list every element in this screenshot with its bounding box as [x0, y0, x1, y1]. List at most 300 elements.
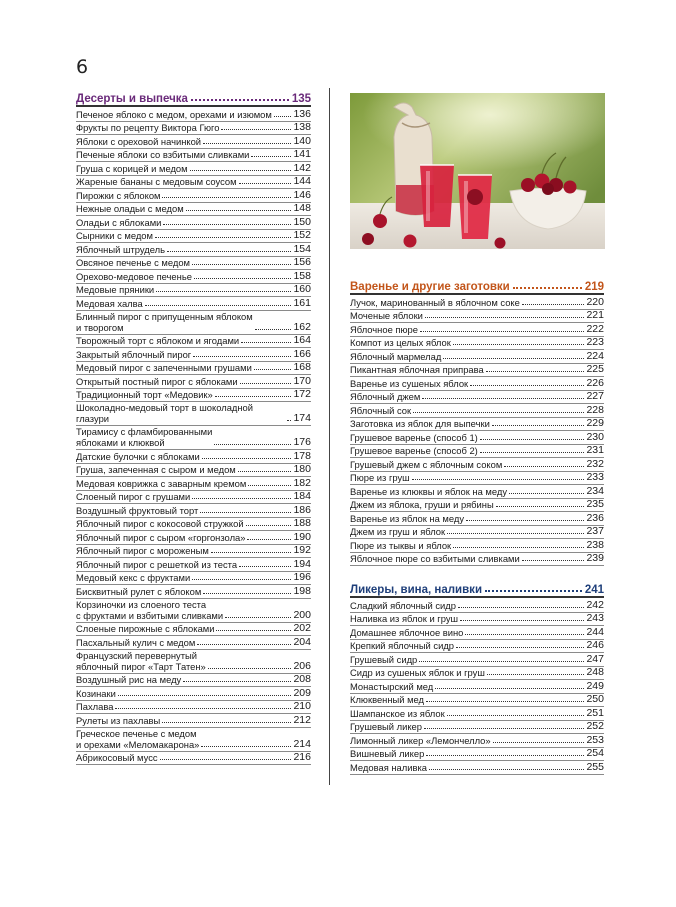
entry-page: 162 [293, 320, 311, 333]
entry-title: Медовые пряники [76, 284, 155, 295]
entry-page: 156 [293, 256, 311, 268]
toc-list [76, 108, 311, 765]
entry-title: Пахлава [76, 701, 114, 712]
entry-title: Сладкий яблочный сидр [350, 599, 456, 611]
toc-entry[interactable] [350, 748, 604, 762]
dot-leader [246, 525, 292, 526]
dot-leader [202, 458, 292, 459]
entry-title: Медовый пирог с запеченными грушами [76, 362, 252, 373]
dot-leader [466, 520, 584, 521]
entry-page: 251 [586, 706, 604, 719]
toc-entry[interactable] [76, 531, 311, 545]
entry-title: Компот из целых яблок [350, 337, 451, 348]
entry-title: Грушевое варенье (способ 2) [350, 445, 478, 456]
toc-entry[interactable] [350, 310, 604, 324]
toc-section-preserves [350, 276, 604, 566]
toc-entry[interactable] [350, 296, 604, 310]
entry-page: 234 [586, 484, 604, 497]
entry-title: Блинный пирог с припущенным яблоком и творогом [76, 310, 253, 333]
entry-page: 140 [293, 134, 311, 147]
entry-page: 225 [586, 363, 604, 375]
toc-entry[interactable] [350, 761, 604, 775]
dot-leader [460, 620, 584, 621]
dot-leader [183, 681, 291, 682]
entry-page: 216 [293, 751, 311, 763]
dot-leader [248, 485, 291, 486]
entry-title: Медовая коврижка с заварным кремом [76, 477, 247, 489]
toc-entry[interactable] [76, 135, 311, 149]
entry-title: Творожный торт с яблоком и ягодами [76, 335, 240, 346]
toc-entry[interactable] [76, 122, 311, 136]
entry-title: Закрытый яблочный пирог [76, 348, 192, 360]
entry-title: Слоеные пирожные с яблоками [76, 623, 215, 634]
toc-entry[interactable] [350, 323, 604, 337]
entry-title: Козинаки [76, 687, 116, 699]
toc-entry[interactable] [350, 680, 604, 694]
entry-page: 194 [293, 557, 311, 570]
toc-entry[interactable] [350, 667, 604, 681]
dot-leader [420, 331, 585, 332]
entry-page: 228 [586, 403, 604, 416]
dot-leader [208, 668, 292, 669]
dot-leader [426, 755, 584, 756]
toc-entry[interactable] [76, 599, 311, 623]
section-page: 219 [584, 281, 604, 293]
dot-leader [447, 715, 585, 716]
dot-leader [167, 251, 291, 252]
toc-section-liqueurs [350, 579, 604, 775]
dot-leader [486, 371, 585, 372]
toc-entry[interactable] [350, 458, 604, 472]
toc-entry[interactable] [76, 558, 311, 572]
toc-entry[interactable] [350, 445, 604, 459]
entry-page: 164 [293, 334, 311, 346]
dot-leader [485, 590, 582, 592]
toc-entry[interactable] [350, 707, 604, 721]
entry-page: 243 [586, 612, 604, 624]
dot-leader [239, 183, 292, 184]
entry-page: 226 [586, 376, 604, 389]
entry-page: 196 [293, 571, 311, 583]
entry-title: Грушевый сидр [350, 653, 418, 665]
entry-title: Вишневый ликер [350, 748, 425, 759]
dot-leader [215, 396, 292, 397]
toc-entry[interactable] [76, 572, 311, 586]
entry-title: Пюре из груш [350, 472, 410, 483]
entry-page: 146 [293, 188, 311, 201]
entry-title: Корзиночки из слоеного теста с фруктами и взбитыми сливками [76, 598, 224, 621]
dot-leader [247, 539, 291, 540]
dot-leader [287, 420, 291, 421]
entry-page: 172 [293, 388, 311, 400]
entry-page: 204 [293, 635, 311, 648]
toc-entry[interactable] [76, 311, 311, 335]
toc-column-left [76, 88, 311, 765]
entry-title: Воздушный рис на меду [76, 674, 182, 685]
toc-entry[interactable] [350, 694, 604, 708]
dot-leader [156, 291, 291, 292]
entry-title: Яблочный пирог с мороженым [76, 545, 209, 556]
dot-leader [239, 566, 291, 567]
entry-title: Монастырский мед [350, 680, 434, 692]
dot-leader [513, 287, 582, 289]
entry-title: Пикантная яблочная приправа [350, 364, 484, 375]
toc-entry[interactable] [76, 687, 311, 701]
entry-page: 249 [586, 679, 604, 692]
entry-page: 221 [586, 309, 604, 321]
entry-page: 253 [586, 733, 604, 746]
dot-leader [162, 197, 291, 198]
toc-entry[interactable] [76, 284, 311, 298]
toc-entry[interactable] [350, 653, 604, 667]
entry-page: 148 [293, 202, 311, 214]
entry-page: 210 [293, 700, 311, 712]
dot-leader [193, 356, 291, 357]
entry-title: Варенье из яблок на меду [350, 512, 465, 524]
toc-entry[interactable] [350, 391, 604, 405]
dot-leader [274, 116, 292, 117]
entry-title: Груша, запеченная с сыром и медом [76, 464, 236, 475]
entry-page: 206 [293, 659, 311, 672]
entry-page: 141 [293, 148, 311, 160]
entry-title: Яблочное пюре со взбитыми сливками [350, 553, 520, 564]
dot-leader [251, 156, 291, 157]
entry-title: Слоеный пирог с грушами [76, 491, 191, 502]
entry-page: 212 [293, 713, 311, 726]
toc-entry[interactable] [350, 640, 604, 654]
entry-page: 239 [586, 552, 604, 564]
entry-title: Клюквенный мед [350, 694, 425, 705]
dot-leader [493, 742, 585, 743]
toc-entry[interactable] [350, 350, 604, 364]
entry-page: 144 [293, 175, 311, 187]
entry-title: Овсяное печенье с медом [76, 257, 190, 268]
toc-entry[interactable] [76, 375, 311, 389]
toc-entry[interactable] [76, 162, 311, 176]
entry-title: Яблочный мармелад [350, 350, 442, 362]
dot-leader [225, 617, 291, 618]
dot-leader [504, 466, 584, 467]
entry-page: 186 [293, 503, 311, 516]
dot-leader [522, 560, 585, 561]
toc-entry[interactable] [76, 477, 311, 491]
section-title: Ликеры, вина, наливки [350, 584, 483, 596]
entry-title: Греческое печенье с медом и орехами «Меломакарона» [76, 727, 200, 750]
dot-leader [447, 533, 584, 534]
dot-leader [425, 317, 585, 318]
toc-entry[interactable] [76, 674, 311, 688]
entry-page: 178 [293, 449, 311, 462]
dot-leader [160, 759, 292, 760]
entry-page: 209 [293, 686, 311, 699]
toc-entry[interactable] [76, 362, 311, 376]
toc-entry[interactable] [76, 203, 311, 217]
dot-leader [458, 607, 585, 608]
dot-leader [412, 479, 585, 480]
dot-leader [487, 674, 585, 675]
entry-page: 180 [293, 463, 311, 475]
entry-page: 202 [293, 622, 311, 634]
dot-leader [192, 579, 291, 580]
entry-title: Открытый постный пирог с яблоками [76, 375, 238, 387]
toc-entry[interactable] [76, 297, 311, 311]
entry-page: 248 [586, 666, 604, 678]
dot-leader [214, 444, 291, 445]
entry-page: 192 [293, 544, 311, 556]
toc-entry[interactable] [350, 721, 604, 735]
toc-entry[interactable] [76, 216, 311, 230]
toc-entry[interactable] [76, 491, 311, 505]
toc-entry[interactable] [76, 636, 311, 650]
entry-title: Наливка из яблок и груш [350, 613, 459, 624]
entry-title: Варенье из сушеных яблок [350, 377, 469, 389]
dot-leader [201, 746, 291, 747]
entry-page: 198 [293, 584, 311, 597]
entry-title: Лимонный ликер «Лемончелло» [350, 734, 491, 746]
entry-page: 220 [586, 295, 604, 308]
dot-leader [429, 769, 584, 770]
entry-title: Абрикосовый мусс [76, 752, 158, 763]
entry-title: Крепкий яблочный сидр [350, 640, 455, 651]
dot-leader [456, 647, 584, 648]
entry-page: 152 [293, 229, 311, 241]
dot-leader [480, 439, 585, 440]
toc-entry[interactable] [76, 257, 311, 271]
toc-entry[interactable] [350, 377, 604, 391]
toc-entry[interactable] [350, 364, 604, 378]
entry-title: Фрукты по рецепту Виктора Гюго [76, 122, 220, 133]
toc-entry[interactable] [76, 243, 311, 257]
toc-entry[interactable] [350, 485, 604, 499]
page-number: 6 [76, 56, 89, 78]
dot-leader [221, 129, 291, 130]
entry-page: 161 [293, 296, 311, 309]
entry-page: 230 [586, 430, 604, 443]
entry-title: Яблоки с ореховой начинкой [76, 135, 202, 147]
dot-leader [422, 398, 584, 399]
dot-leader [194, 278, 292, 279]
dot-leader [115, 708, 291, 709]
entry-title: Пюре из тыквы и яблок [350, 539, 452, 551]
toc-entry[interactable] [76, 270, 311, 284]
section-heading-liqueurs[interactable] [350, 579, 604, 598]
entry-page: 168 [293, 361, 311, 373]
entry-page: 250 [586, 693, 604, 705]
dot-leader [163, 224, 291, 225]
toc-entry[interactable] [350, 553, 604, 567]
dot-leader [241, 342, 291, 343]
entry-page: 182 [293, 476, 311, 489]
entry-title: Воздушный фруктовый торт [76, 504, 199, 516]
dot-leader [419, 661, 584, 662]
entry-title: Грушевый джем с яблочным соком [350, 458, 503, 470]
toc-entry[interactable] [350, 734, 604, 748]
entry-page: 229 [586, 417, 604, 429]
entry-title: Медовая халва [76, 297, 143, 309]
dot-leader [200, 512, 291, 513]
entry-title: Грушевое варенье (способ 1) [350, 431, 478, 443]
entry-title: Грушевый ликер [350, 721, 422, 732]
toc-entry[interactable] [76, 230, 311, 244]
toc-entry[interactable] [76, 176, 311, 190]
section-heading-desserts[interactable] [76, 88, 311, 107]
dot-leader [470, 385, 584, 386]
dot-leader [197, 644, 291, 645]
toc-entry[interactable] [76, 545, 311, 559]
toc-section-desserts [76, 88, 311, 765]
entry-title: Яблочный пирог с сыром «горгонзола» [76, 531, 246, 543]
toc-entry[interactable] [350, 418, 604, 432]
toc-entry[interactable] [76, 752, 311, 766]
entry-title: Жареные бананы с медовым соусом [76, 176, 237, 187]
entry-title: Шампанское из яблок [350, 707, 445, 719]
entry-title: Орехово-медовое печенье [76, 270, 192, 282]
toc-entry[interactable] [76, 108, 311, 122]
section-page: 241 [584, 584, 604, 596]
entry-page: 223 [586, 336, 604, 348]
entry-title: Медовый кекс с фруктами [76, 572, 191, 583]
entry-page: 188 [293, 517, 311, 529]
entry-title: Моченые яблоки [350, 310, 423, 321]
toc-entry[interactable] [350, 626, 604, 640]
toc-entry[interactable] [76, 348, 311, 362]
toc-entry[interactable] [76, 149, 311, 163]
entry-page: 235 [586, 498, 604, 510]
entry-page: 200 [293, 608, 311, 621]
entry-title: Печеное яблоко с медом, орехами и изюмом [76, 108, 272, 120]
entry-title: Джем из яблока, груши и рябины [350, 499, 494, 510]
entry-page: 231 [586, 444, 604, 456]
entry-page: 154 [293, 242, 311, 255]
entry-title: Яблочный пирог с решеткой из теста [76, 558, 238, 570]
entry-page: 254 [586, 747, 604, 759]
entry-title: Яблочный джем [350, 391, 421, 402]
entry-page: 142 [293, 161, 311, 174]
dot-leader [255, 329, 292, 330]
dot-leader [453, 547, 584, 548]
entry-title: Домашнее яблочное вино [350, 626, 464, 638]
dot-leader [492, 425, 585, 426]
toc-entry[interactable] [76, 426, 311, 450]
entry-page: 190 [293, 530, 311, 543]
dot-leader [203, 143, 291, 144]
entry-title: Пирожки с яблоком [76, 189, 161, 201]
entry-page: 222 [586, 322, 604, 335]
dot-leader [424, 728, 584, 729]
entry-title: Шоколадно-медовый торт в шоколадной глазури [76, 402, 254, 424]
toc-entry[interactable] [350, 613, 604, 627]
toc-entry[interactable] [76, 189, 311, 203]
entry-title: Яблочное пюре [350, 323, 418, 335]
toc-entry[interactable] [350, 431, 604, 445]
dot-leader [426, 701, 584, 702]
toc-entry[interactable] [76, 728, 311, 752]
toc-entry[interactable] [350, 472, 604, 486]
entry-page: 138 [293, 121, 311, 133]
toc-entry[interactable] [350, 539, 604, 553]
entry-page: 242 [586, 598, 604, 611]
dot-leader [443, 358, 584, 359]
entry-page: 236 [586, 511, 604, 524]
entry-page: 252 [586, 720, 604, 732]
toc-entry[interactable] [350, 404, 604, 418]
toc-entry[interactable] [76, 504, 311, 518]
dot-leader [480, 452, 585, 453]
entry-page: 150 [293, 215, 311, 228]
dot-leader [216, 630, 291, 631]
dot-leader [240, 383, 292, 384]
toc-entry[interactable] [76, 389, 311, 403]
toc-entry[interactable] [350, 599, 604, 613]
entry-title: Заготовка из яблок для выпечки [350, 418, 490, 429]
dot-leader [238, 471, 292, 472]
toc-entry[interactable] [76, 714, 311, 728]
entry-page: 174 [293, 412, 311, 424]
toc-entry[interactable] [76, 402, 311, 426]
entry-page: 176 [293, 436, 311, 448]
dot-leader [190, 170, 292, 171]
toc-entry[interactable] [76, 450, 311, 464]
toc-entry[interactable] [76, 585, 311, 599]
toc-entry[interactable] [76, 701, 311, 715]
entry-title: Сидр из сушеных яблок и груш [350, 667, 485, 678]
entry-title: Яблочный сок [350, 404, 412, 416]
toc-entry[interactable] [76, 518, 311, 532]
dot-leader [435, 688, 584, 689]
section-heading-preserves[interactable] [350, 276, 604, 295]
toc-entry[interactable] [350, 512, 604, 526]
entry-title: Медовая наливка [350, 761, 427, 773]
toc-entry[interactable] [76, 335, 311, 349]
dot-leader [211, 552, 292, 553]
dot-leader [186, 210, 292, 211]
entry-page: 184 [293, 490, 311, 502]
entry-page: 246 [586, 639, 604, 651]
toc-entry[interactable] [76, 650, 311, 674]
entry-page: 208 [293, 673, 311, 685]
entry-page: 233 [586, 471, 604, 483]
entry-title: Французский перевернутый яблочный пирог «Тарт Татен» [76, 649, 206, 672]
dot-leader [203, 593, 291, 594]
entry-title: Яблочный пирог с кокосовой стружкой [76, 518, 244, 529]
dot-leader [522, 304, 585, 305]
dot-leader [496, 506, 585, 507]
toc-entry[interactable] [76, 464, 311, 478]
entry-page: 247 [586, 652, 604, 665]
dot-leader [145, 305, 292, 306]
dot-leader [155, 237, 292, 238]
entry-title: Нежные оладьи с медом [76, 203, 184, 214]
toc-entry[interactable] [350, 337, 604, 351]
entry-title: Лучок, маринованный в яблочном соке [350, 296, 520, 308]
toc-entry[interactable] [76, 623, 311, 637]
entry-page: 232 [586, 457, 604, 470]
entry-title: Оладьи с яблоками [76, 216, 162, 228]
entry-page: 166 [293, 347, 311, 360]
section-title: Варенье и другие заготовки [350, 281, 510, 293]
entry-page: 244 [586, 625, 604, 638]
toc-list [350, 599, 604, 775]
entry-title: Печеные яблоки со взбитыми сливками [76, 149, 250, 160]
entry-page: 255 [586, 760, 604, 773]
entry-page: 238 [586, 538, 604, 551]
toc-entry[interactable] [350, 499, 604, 513]
toc-entry[interactable] [350, 526, 604, 540]
dot-leader [465, 634, 584, 635]
dot-leader [413, 412, 584, 413]
entry-title: Датские булочки с яблоками [76, 450, 200, 462]
entry-title: Варенье из клюквы и яблок на меду [350, 485, 508, 497]
